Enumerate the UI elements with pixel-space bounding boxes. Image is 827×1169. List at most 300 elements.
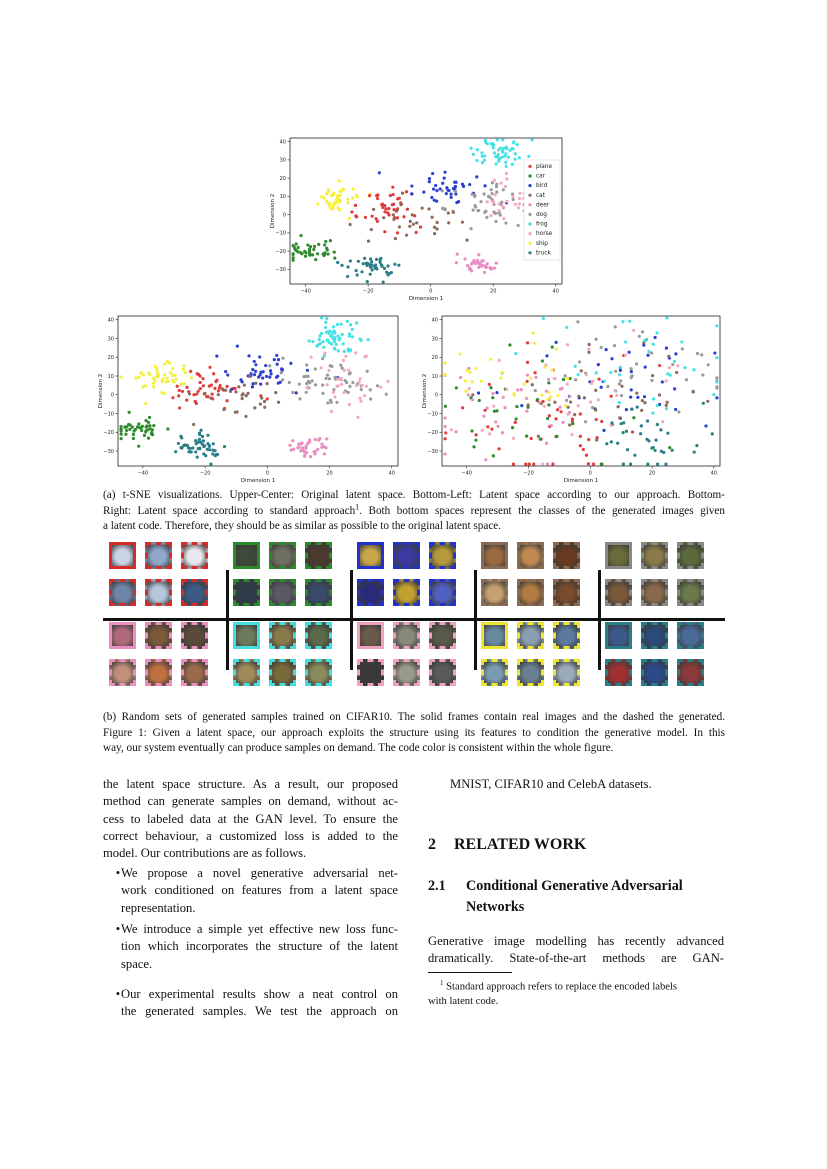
point-plane: [199, 387, 202, 390]
point-frog: [360, 339, 363, 342]
sample-image: [553, 622, 580, 649]
point-truck: [695, 444, 698, 447]
point-frog: [333, 340, 336, 343]
point-frog: [715, 380, 718, 383]
point-frog: [320, 316, 323, 319]
sample-image: [677, 659, 704, 686]
point-car: [148, 416, 151, 419]
x-tick-label: 40: [710, 470, 718, 477]
point-horse: [492, 201, 495, 204]
caption-a-line-2b: . Both bottom spaces represent the classes of the generated images given: [359, 504, 725, 517]
point-car: [132, 437, 135, 440]
point-horse: [355, 384, 358, 387]
y-tick-label: 0: [434, 392, 438, 399]
point-ship: [480, 380, 483, 383]
point-ship: [182, 364, 185, 367]
point-bird: [410, 192, 413, 195]
point-cat: [348, 223, 351, 226]
y-tick-label: 20: [431, 355, 438, 362]
point-frog: [511, 163, 514, 166]
point-cat: [392, 213, 395, 216]
point-plane: [350, 210, 353, 213]
point-deer: [494, 420, 497, 423]
point-deer: [456, 253, 459, 256]
bullet-glyph: •: [115, 922, 121, 936]
point-truck: [355, 269, 358, 272]
sample-image: [641, 579, 668, 606]
point-deer: [316, 448, 319, 451]
point-deer: [443, 416, 446, 419]
point-deer: [309, 455, 312, 458]
point-car: [547, 381, 550, 384]
point-car: [551, 345, 554, 348]
point-truck: [605, 442, 608, 445]
point-car: [546, 417, 549, 420]
point-frog: [347, 349, 350, 352]
point-plane: [197, 390, 200, 393]
point-truck: [373, 267, 376, 270]
point-bird: [432, 188, 435, 191]
caption-b-line-2: Figure 1: Given a latent space, our approach exploits the structure using its features to condition the generative model. In this: [103, 726, 725, 739]
point-plane: [514, 421, 517, 424]
point-dog: [328, 377, 331, 380]
point-bird: [277, 358, 280, 361]
point-plane: [571, 417, 574, 420]
point-truck: [656, 423, 659, 426]
footnote: [428, 976, 724, 1009]
point-deer: [471, 398, 474, 401]
point-frog: [342, 342, 345, 345]
point-car: [145, 424, 148, 427]
point-ship: [325, 200, 328, 203]
point-cat: [266, 382, 269, 385]
point-frog: [495, 162, 498, 165]
point-car: [491, 396, 494, 399]
point-deer: [547, 378, 550, 381]
point-car: [313, 245, 316, 248]
point-horse: [332, 391, 335, 394]
point-horse: [363, 355, 366, 358]
subsection-number: 2.1: [428, 878, 446, 894]
point-dog: [574, 378, 577, 381]
point-cat: [640, 409, 643, 412]
sample-image: [517, 579, 544, 606]
bullet-1-line-1: We propose a novel generative adversarial net-: [121, 866, 398, 880]
point-dog: [578, 360, 581, 363]
point-bird: [630, 370, 633, 373]
point-cat: [209, 396, 212, 399]
y-tick-label: 40: [279, 139, 286, 146]
sample-image: [553, 579, 580, 606]
point-truck: [379, 257, 382, 260]
point-cat: [382, 216, 385, 219]
point-car: [304, 255, 307, 258]
point-deer: [503, 406, 506, 409]
point-ship: [547, 391, 550, 394]
point-bird: [715, 396, 718, 399]
legend-label-truck: truck: [536, 250, 551, 257]
section-title: RELATED WORK: [454, 836, 587, 853]
point-cat: [192, 423, 195, 426]
point-horse: [613, 389, 616, 392]
point-ship: [555, 348, 558, 351]
point-bird: [441, 182, 444, 185]
y-tick-label: 30: [431, 336, 438, 343]
point-truck: [374, 263, 377, 266]
point-dog: [298, 397, 301, 400]
point-cat: [573, 413, 576, 416]
point-deer: [320, 442, 323, 445]
point-bird: [226, 373, 229, 376]
point-car: [455, 386, 458, 389]
point-frog: [514, 152, 517, 155]
point-horse: [566, 413, 569, 416]
point-cat: [400, 203, 403, 206]
point-car: [508, 343, 511, 346]
point-bird: [495, 391, 498, 394]
point-plane: [371, 215, 374, 218]
sample-image: [233, 622, 260, 649]
point-car: [515, 405, 518, 408]
point-plane: [587, 438, 590, 441]
point-car: [144, 419, 147, 422]
point-deer: [466, 264, 469, 267]
point-dog: [441, 189, 444, 192]
caption-a-line-2: [103, 501, 725, 520]
point-deer: [323, 452, 326, 455]
point-horse: [363, 394, 366, 397]
point-cat: [246, 392, 249, 395]
point-bird: [264, 364, 267, 367]
point-bird: [453, 181, 456, 184]
y-tick-label: 20: [279, 175, 286, 182]
point-horse: [379, 386, 382, 389]
point-deer: [463, 257, 466, 260]
legend-label-frog: frog: [536, 221, 548, 228]
point-plane: [202, 384, 205, 387]
sample-image: [393, 622, 420, 649]
point-dog: [472, 209, 475, 212]
point-cat: [392, 218, 395, 221]
point-plane: [178, 406, 181, 409]
point-ship: [175, 378, 178, 381]
point-plane: [355, 215, 358, 218]
point-ship: [323, 196, 326, 199]
point-plane: [177, 394, 180, 397]
point-plane: [381, 206, 384, 209]
sample-image: [517, 622, 544, 649]
point-truck: [194, 450, 197, 453]
point-deer: [484, 264, 487, 267]
legend-marker-plane: [528, 165, 531, 168]
point-bird: [600, 386, 603, 389]
point-ship: [141, 385, 144, 388]
point-truck: [363, 257, 366, 260]
sample-image: [517, 659, 544, 686]
point-plane: [582, 448, 585, 451]
legend-label-deer: deer: [536, 202, 550, 209]
point-cat: [254, 382, 257, 385]
point-car: [147, 437, 150, 440]
point-car: [571, 422, 574, 425]
point-cat: [595, 438, 598, 441]
point-car: [144, 430, 147, 433]
point-car: [472, 445, 475, 448]
point-car: [143, 434, 146, 437]
point-truck: [174, 450, 177, 453]
point-truck: [346, 275, 349, 278]
y-axis-label: Dimension 2: [422, 373, 428, 409]
point-ship: [120, 375, 123, 378]
point-dog: [268, 364, 271, 367]
point-car: [333, 251, 336, 254]
right-column-continuation: [450, 776, 730, 793]
y-tick-label: −10: [103, 411, 114, 418]
point-frog: [618, 401, 621, 404]
point-ship: [523, 383, 526, 386]
point-dog: [491, 181, 494, 184]
point-frog: [330, 342, 333, 345]
point-frog: [507, 155, 510, 158]
point-plane: [415, 231, 418, 234]
point-deer: [323, 445, 326, 448]
point-frog: [574, 365, 577, 368]
legend-label-horse: horse: [536, 231, 553, 238]
point-plane: [208, 366, 211, 369]
point-plane: [559, 410, 562, 413]
point-horse: [504, 185, 507, 188]
point-cat: [675, 371, 678, 374]
point-horse: [500, 182, 503, 185]
point-ship: [468, 371, 471, 374]
point-truck: [213, 449, 216, 452]
point-horse: [489, 214, 492, 217]
point-frog: [341, 333, 344, 336]
point-frog: [311, 340, 314, 343]
point-frog: [618, 373, 621, 376]
point-cat: [667, 355, 670, 358]
y-tick-label: −30: [275, 267, 286, 274]
point-plane: [530, 437, 533, 440]
point-horse: [590, 382, 593, 385]
sample-image: [605, 579, 632, 606]
point-horse: [502, 217, 505, 220]
y-tick-label: 0: [110, 392, 114, 399]
point-truck: [659, 428, 662, 431]
point-horse: [359, 400, 362, 403]
point-frog: [333, 348, 336, 351]
point-horse: [511, 195, 514, 198]
point-bird: [628, 351, 631, 354]
point-truck: [204, 454, 207, 457]
point-bird: [636, 396, 639, 399]
point-bird: [673, 387, 676, 390]
point-frog: [469, 147, 472, 150]
point-bird: [239, 378, 242, 381]
point-frog: [480, 151, 483, 154]
point-plane: [528, 463, 531, 466]
point-ship: [501, 371, 504, 374]
point-frog: [335, 343, 338, 346]
point-dog: [494, 220, 497, 223]
point-ship: [335, 198, 338, 201]
legend-label-ship: ship: [536, 240, 548, 247]
x-tick-label: −20: [523, 470, 534, 477]
point-dog: [288, 381, 291, 384]
point-dog: [630, 367, 633, 370]
point-plane: [376, 193, 379, 196]
legend-marker-horse: [528, 232, 531, 235]
point-truck: [622, 463, 625, 466]
point-truck: [190, 450, 193, 453]
point-frog: [351, 328, 354, 331]
legend-label-dog: dog: [536, 212, 547, 218]
point-cat: [394, 237, 397, 240]
point-dog: [329, 399, 332, 402]
point-deer: [534, 376, 537, 379]
point-dog: [482, 192, 485, 195]
legend-marker-car: [528, 174, 531, 177]
point-car: [306, 243, 309, 246]
point-horse: [344, 355, 347, 358]
sample-image: [269, 579, 296, 606]
point-horse: [358, 380, 361, 383]
point-dog: [369, 388, 372, 391]
point-deer: [455, 261, 458, 264]
point-bird: [597, 363, 600, 366]
plot-area: [442, 316, 720, 466]
point-car: [148, 424, 151, 427]
point-deer: [291, 439, 294, 442]
point-truck: [365, 262, 368, 265]
legend-marker-dog: [528, 213, 531, 216]
point-bird: [610, 357, 613, 360]
point-dog: [326, 401, 329, 404]
point-ship: [443, 373, 446, 376]
point-cat: [537, 435, 540, 438]
point-horse: [569, 395, 572, 398]
point-car: [138, 426, 141, 429]
point-cat: [435, 227, 438, 230]
bullet-glyph: •: [115, 866, 121, 880]
point-ship: [346, 198, 349, 201]
point-frog: [326, 339, 329, 342]
point-plane: [380, 203, 383, 206]
y-tick-label: −20: [103, 430, 114, 437]
point-bird: [545, 354, 548, 357]
point-dog: [564, 374, 567, 377]
grid-separator-vertical: [474, 570, 477, 670]
point-plane: [185, 399, 188, 402]
point-horse: [518, 197, 521, 200]
point-dog: [305, 363, 308, 366]
point-ship: [152, 382, 155, 385]
point-dog: [677, 410, 680, 413]
legend-marker-bird: [528, 184, 531, 187]
point-dog: [681, 347, 684, 350]
point-deer: [300, 441, 303, 444]
point-bird: [428, 177, 431, 180]
y-tick-label: 40: [107, 317, 114, 324]
point-horse: [553, 377, 556, 380]
point-bird: [265, 375, 268, 378]
point-cat: [263, 406, 266, 409]
point-car: [140, 429, 143, 432]
point-horse: [676, 364, 679, 367]
point-car: [492, 454, 495, 457]
point-dog: [321, 384, 324, 387]
point-truck: [336, 261, 339, 264]
left-column: [103, 776, 398, 862]
point-plane: [383, 210, 386, 213]
point-cat: [274, 391, 277, 394]
point-dog: [324, 377, 327, 380]
point-cat: [224, 389, 227, 392]
point-horse: [333, 395, 336, 398]
point-plane: [185, 386, 188, 389]
point-deer: [483, 271, 486, 274]
point-ship: [332, 204, 335, 207]
point-plane: [526, 380, 529, 383]
sample-image: [181, 659, 208, 686]
y-tick-label: −20: [275, 248, 286, 255]
point-truck: [362, 262, 365, 265]
sample-image: [481, 659, 508, 686]
sample-image: [429, 659, 456, 686]
point-car: [308, 248, 311, 251]
point-deer: [538, 401, 541, 404]
point-horse: [488, 432, 491, 435]
point-truck: [386, 264, 389, 267]
sample-image: [305, 579, 332, 606]
point-frog: [348, 335, 351, 338]
point-dog: [511, 193, 514, 196]
point-cat: [553, 401, 556, 404]
point-ship: [352, 188, 355, 191]
point-bird: [277, 382, 280, 385]
point-frog: [643, 339, 646, 342]
point-ship: [543, 365, 546, 368]
point-plane: [396, 216, 399, 219]
point-dog: [495, 190, 498, 193]
point-deer: [303, 455, 306, 458]
sample-image: [481, 622, 508, 649]
point-dog: [700, 353, 703, 356]
point-cat: [229, 390, 232, 393]
point-bird: [410, 184, 413, 187]
point-car: [123, 425, 126, 428]
point-cat: [651, 374, 654, 377]
legend-marker-cat: [528, 194, 531, 197]
point-cat: [471, 393, 474, 396]
point-deer: [288, 444, 291, 447]
sample-image: [109, 622, 136, 649]
point-frog: [577, 373, 580, 376]
y-tick-label: 30: [107, 336, 114, 343]
point-ship: [171, 379, 174, 382]
point-plane: [391, 186, 394, 189]
point-ship: [163, 392, 166, 395]
legend-label-car: car: [536, 173, 546, 180]
point-cat: [531, 383, 534, 386]
footnote-line-1: Standard approach refers to replace the encoded labels: [446, 981, 678, 993]
point-dog: [339, 364, 342, 367]
point-bird: [254, 363, 257, 366]
y-tick-label: 30: [279, 157, 286, 164]
point-car: [292, 259, 295, 262]
point-horse: [358, 397, 361, 400]
point-cat: [412, 223, 415, 226]
